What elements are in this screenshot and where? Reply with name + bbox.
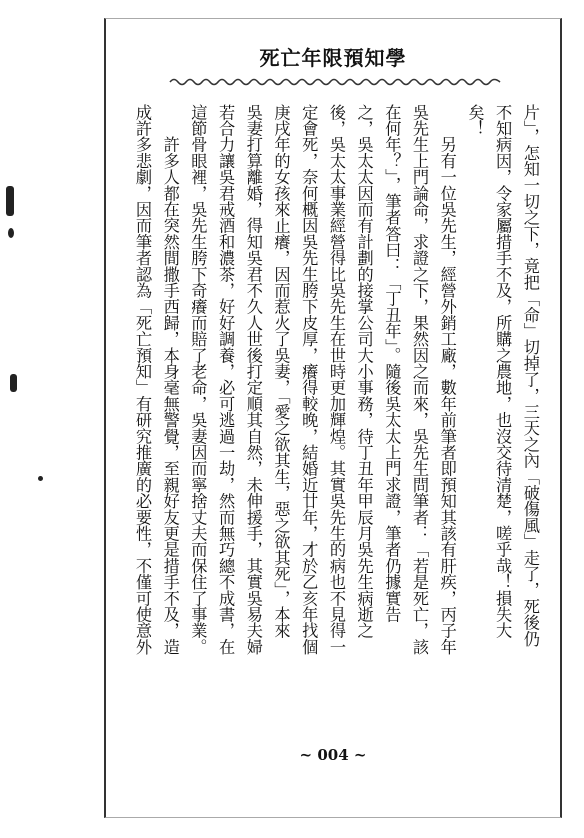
title-ornament <box>170 72 500 82</box>
text-column: 另有一位吳先生，經營外銷工廠，數年前筆者即預知其該有肝疾，丙子年 <box>437 104 457 655</box>
text-column: 之，吳太太因而有計劃的接掌公司大小事務，待丁丑年甲辰月吳先生病逝之 <box>354 104 374 639</box>
text-column: 成許多悲劇，因而筆者認為「死亡預知」有研究推廣的必要性，不僅可使意外 <box>133 104 152 655</box>
scan-speck <box>6 186 14 216</box>
text-column: 吳先生上門論命，求證之下，果然因之而來，吳先生問筆者：「若是死亡，該 <box>410 104 430 655</box>
scan-speck <box>10 374 17 392</box>
text-column: 許多人都在突然間撒手西歸，本身毫無警覺，至親好友更是措手不及，造 <box>160 104 180 655</box>
text-column: 矣！ <box>465 104 485 137</box>
page-number: ~ 004 ~ <box>299 746 367 764</box>
text-column: 在何年？」，筆者答曰：「丁丑年」。隨後吳太太上門求證，筆者仍據實告 <box>382 104 402 623</box>
text-column: 後，吳太太事業經營得比吳先生在世時更加輝煌。其實吳先生的病也不見得一 <box>326 104 346 655</box>
text-column: 定會死，奈何概因吳先生胯下皮厚，癢得較晚，結婚近廿年，才於乙亥年找個 <box>299 104 319 655</box>
scan-speck <box>8 228 14 238</box>
text-column: 若合力讓吳君戒酒和濃茶，好好調養，必可逃過一劫，然而無巧總不成書，在 <box>216 104 236 655</box>
vertical-text-body <box>126 104 538 724</box>
text-column: 不知病因，令家屬措手不及，所購之農地，也沒交待清楚，嗟乎哉！損失大 <box>493 104 513 639</box>
page-title: 死亡年限預知學 <box>259 46 407 70</box>
scan-speck <box>38 476 43 481</box>
text-column: 片」，怎知一切之下，竟把「命」切掉了，三天之內「破傷風」走了，死後仍 <box>520 104 540 647</box>
text-column: 庚戌年的女孩來止癢，因而惹火了吳妻，「愛之欲其生，惡之欲其死」，本來 <box>271 104 291 639</box>
text-column: 這節骨眼裡，吳先生胯下奇癢而賠了老命，吳妻因而寧捨丈夫而保住了事業。 <box>188 104 208 655</box>
text-column: 吳妻打算離婚，得知吳君不久人世後打定順其自然，未伸援手，其實吳易夫婦 <box>243 104 263 655</box>
